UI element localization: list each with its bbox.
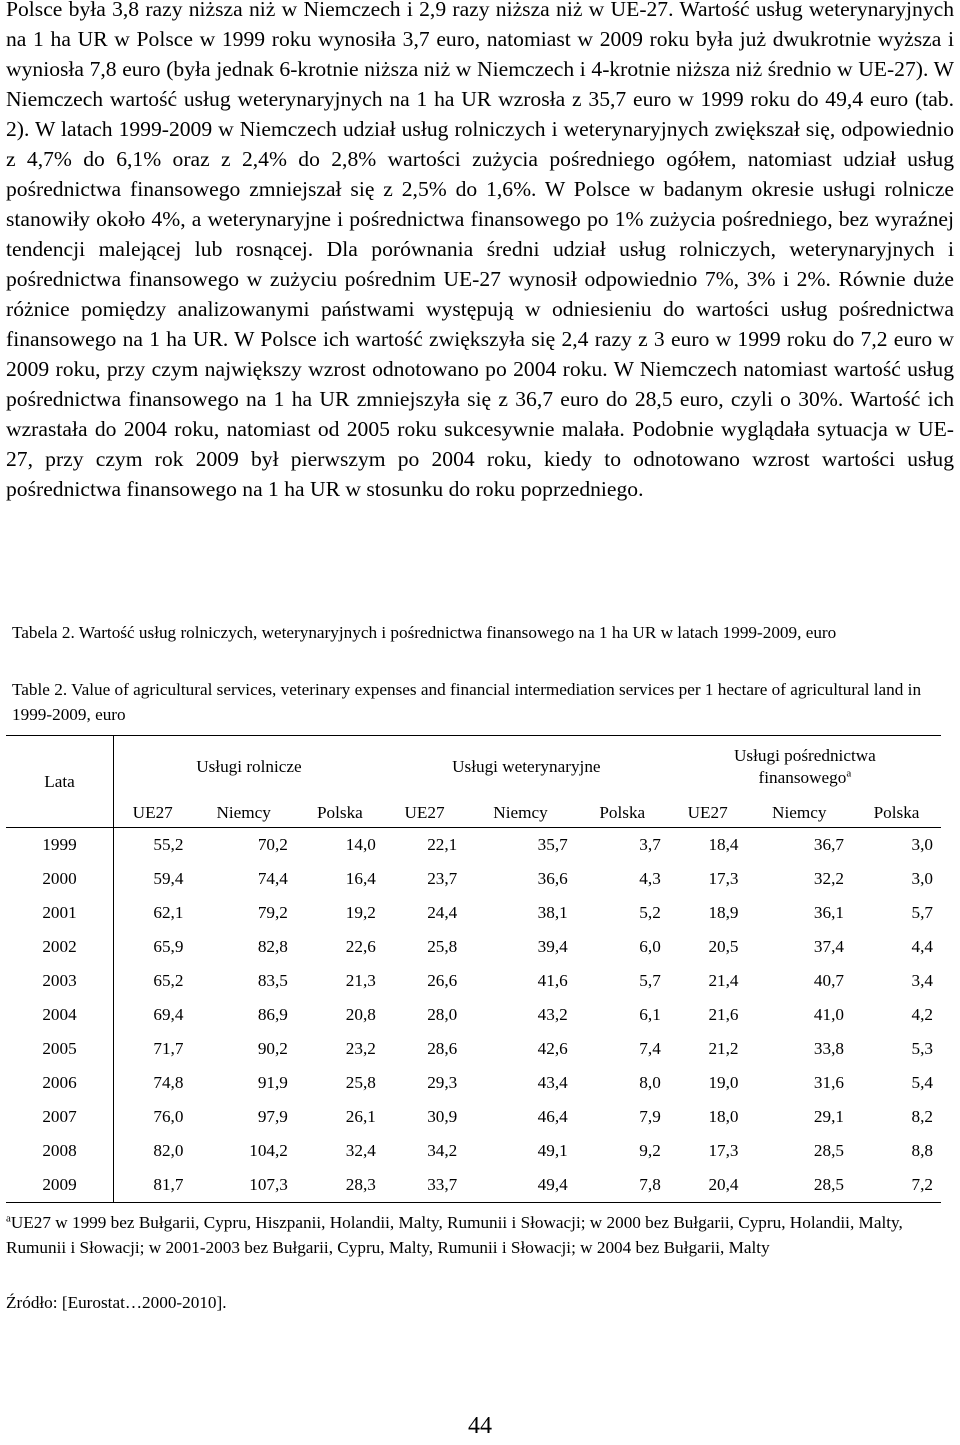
- value-cell: 18,0: [708, 1107, 739, 1127]
- table-row: [6, 1032, 941, 1066]
- subheader-cell: Polska: [296, 798, 384, 828]
- subheader-cell: Niemcy: [747, 798, 852, 828]
- source-note: Źródło: [Eurostat…2000-2010].: [6, 1293, 227, 1312]
- value-cell: 36,7: [813, 834, 844, 854]
- value-cell: 5,3: [911, 1039, 933, 1059]
- value-cell: 39,4: [537, 936, 568, 956]
- value-cell: 7,8: [576, 1168, 669, 1202]
- value-cell: 7,9: [639, 1107, 661, 1127]
- value-cell: 33,7: [384, 1168, 465, 1202]
- value-cell: 90,2: [257, 1039, 288, 1059]
- data-table: [6, 735, 941, 1203]
- value-cell: 42,6: [537, 1039, 568, 1059]
- value-cell: 62,1: [153, 902, 184, 922]
- value-cell: 28,0: [427, 1005, 458, 1025]
- value-cell: 4,3: [639, 868, 661, 888]
- value-cell: 76,0: [153, 1107, 184, 1127]
- value-cell: 16,4: [345, 868, 376, 888]
- value-cell: 82,0: [153, 1141, 184, 1161]
- table-row: [6, 1100, 941, 1134]
- value-cell: 29,3: [427, 1073, 458, 1093]
- value-cell: 43,4: [537, 1073, 568, 1093]
- value-cell: 41,6: [537, 970, 568, 990]
- value-cell: 35,7: [537, 834, 568, 854]
- value-cell: 21,2: [708, 1039, 739, 1059]
- value-cell: 28,5: [747, 1168, 852, 1202]
- table-caption-english: Table 2. Value of agricultural services, veterinary expenses and financial intermediation services per 1 hectare of agricultural land in 1999-2009, euro: [12, 680, 922, 724]
- value-cell: 17,3: [708, 868, 739, 888]
- value-cell: 43,2: [537, 1005, 568, 1025]
- year-cell: 2002: [6, 930, 114, 964]
- value-cell: 32,4: [345, 1141, 376, 1161]
- value-cell: 19,2: [345, 902, 376, 922]
- subheader-cell: Polska: [852, 798, 941, 828]
- value-cell: 25,8: [427, 936, 458, 956]
- value-cell: 49,1: [537, 1141, 568, 1161]
- value-cell: 25,8: [345, 1073, 376, 1093]
- table-row: [6, 1168, 941, 1202]
- value-cell: 34,2: [427, 1141, 458, 1161]
- value-cell: 69,4: [153, 1005, 184, 1025]
- value-cell: 26,1: [345, 1107, 376, 1127]
- table-row: [6, 828, 941, 862]
- body-text: [6, 0, 954, 504]
- value-cell: 18,4: [708, 834, 739, 854]
- value-cell: 19,0: [708, 1073, 739, 1093]
- value-cell: 33,8: [813, 1039, 844, 1059]
- value-cell: 31,6: [813, 1073, 844, 1093]
- value-cell: 28,5: [813, 1141, 844, 1161]
- page-number: 44: [468, 1413, 492, 1439]
- group-header-financial-line2: finansowego: [758, 768, 847, 787]
- footnote-text: UE27 w 1999 bez Bułgarii, Cypru, Hiszpanii, Holandii, Malty, Rumunii i Słowacji; w 2000 bez Bułgarii, Cypru, Holandii, Malty, Rumunii i Słowacji; w 2001-2003 bez Bułgarii, Cypru, Malty, Rumunii i Słowacji; w 2004 bez Bułgarii, Malty: [6, 1213, 903, 1257]
- value-cell: 5,7: [911, 902, 933, 922]
- year-cell: 2008: [6, 1134, 114, 1168]
- value-cell: 8,0: [639, 1073, 661, 1093]
- value-cell: 20,4: [669, 1168, 747, 1202]
- subheader-cell: UE27: [384, 798, 465, 828]
- value-cell: 55,2: [153, 834, 184, 854]
- subheader-cell: Niemcy: [191, 798, 295, 828]
- group-header-agricultural: Usługi rolnicze: [114, 736, 384, 799]
- footnote-mark: a: [6, 1212, 11, 1225]
- value-cell: 20,8: [345, 1005, 376, 1025]
- subheader-cell: Polska: [576, 798, 669, 828]
- value-cell: 70,2: [257, 834, 288, 854]
- value-cell: 18,9: [708, 902, 739, 922]
- value-cell: 97,9: [257, 1107, 288, 1127]
- value-cell: 5,2: [639, 902, 661, 922]
- value-cell: 21,4: [708, 970, 739, 990]
- year-cell: 2007: [6, 1100, 114, 1134]
- value-cell: 22,1: [427, 834, 458, 854]
- group-header-financial: [669, 736, 941, 799]
- value-cell: 65,2: [153, 970, 184, 990]
- value-cell: 23,2: [345, 1039, 376, 1059]
- value-cell: 30,9: [427, 1107, 458, 1127]
- value-cell: 37,4: [813, 936, 844, 956]
- value-cell: 21,6: [708, 1005, 739, 1025]
- table-footnote: [6, 1210, 954, 1260]
- value-cell: 5,7: [639, 970, 661, 990]
- value-cell: 74,8: [153, 1073, 184, 1093]
- value-cell: 3,0: [911, 868, 933, 888]
- value-cell: 82,8: [257, 936, 288, 956]
- value-cell: 71,7: [153, 1039, 184, 1059]
- value-cell: 28,6: [427, 1039, 458, 1059]
- table-row: [6, 1066, 941, 1100]
- year-cell: 2000: [6, 862, 114, 896]
- value-cell: 24,4: [427, 902, 458, 922]
- group-header-financial-line1: Usługi pośrednictwa: [734, 746, 876, 765]
- value-cell: 5,4: [911, 1073, 933, 1093]
- value-cell: 83,5: [257, 970, 288, 990]
- value-cell: 79,2: [257, 902, 288, 922]
- value-cell: 36,6: [537, 868, 568, 888]
- value-cell: 46,4: [537, 1107, 568, 1127]
- value-cell: 9,2: [639, 1141, 661, 1161]
- value-cell: 6,0: [639, 936, 661, 956]
- value-cell: 59,4: [153, 868, 184, 888]
- subheader-cell: UE27: [669, 798, 747, 828]
- year-cell: 2001: [6, 896, 114, 930]
- value-cell: 81,7: [114, 1168, 192, 1202]
- value-cell: 65,9: [153, 936, 184, 956]
- year-column-header: Lata: [6, 736, 114, 828]
- value-cell: 3,0: [911, 834, 933, 854]
- year-cell: 2009: [6, 1168, 114, 1202]
- value-cell: 7,2: [852, 1168, 941, 1202]
- year-cell: 2005: [6, 1032, 114, 1066]
- value-cell: 8,2: [911, 1107, 933, 1127]
- year-cell: 2004: [6, 998, 114, 1032]
- year-cell: 2003: [6, 964, 114, 998]
- value-cell: 74,4: [257, 868, 288, 888]
- table-caption-polish: Tabela 2. Wartość usług rolniczych, weterynaryjnych i pośrednictwa finansowego na 1 ha UR w latach 1999-2009, euro: [12, 623, 837, 642]
- year-cell: 1999: [6, 828, 114, 862]
- group-header-footnote-mark: a: [846, 767, 852, 780]
- value-cell: 49,4: [465, 1168, 575, 1202]
- value-cell: 3,7: [639, 834, 661, 854]
- value-cell: 41,0: [813, 1005, 844, 1025]
- value-cell: 23,7: [427, 868, 458, 888]
- subheader-cell: UE27: [114, 798, 192, 828]
- table-row: [6, 862, 941, 896]
- value-cell: 36,1: [813, 902, 844, 922]
- value-cell: 14,0: [345, 834, 376, 854]
- subheader-cell: Niemcy: [465, 798, 575, 828]
- body-paragraph: Polsce była 3,8 razy niższa niż w Niemczech i 2,9 razy niższa niż w UE-27. Wartość usług weterynaryjnych na 1 ha UR w Polsce w 1999 roku wynosiła 3,7 euro, natomiast w 2009 roku była już dwukrotnie wyższa i wyniosła 7,8 euro (była jednak 6-krotnie niższa niż w Niemczech i 4-krotnie niższa niż średnio w UE-27). W Niemczech wartość usług weterynaryjnych na 1 ha UR wzrosła z 35,7 euro w 1999 roku do 49,4 euro (tab. 2). W latach 1999-2009 w Niemczech udział usług rolniczych i weterynaryjnych zwiększał się, odpowiednio z 4,7% do 6,1% oraz z 2,4% do 2,8% wartości zużycia pośredniego ogółem, natomiast udział usług pośrednictwa finansowego zmniejszał się z 2,5% do 1,6%. W Polsce w badanym okresie usługi rolnicze stanowiły około 4%, a weterynaryjne i pośrednictwa finansowego po 1% zużycia pośredniego, bez wyraźnej tendencji malejącej lub rosnącej. Dla porównania średni udział usług rolniczych, weterynaryjnych i pośrednictwa finansowego w zużyciu pośrednim UE-27 wynosił odpowiednio 7%, 3% i 2%. Równie duże różnice pomiędzy analizowanymi państwami występują w odniesieniu do wartości usług pośrednictwa finansowego na 1 ha UR. W Polsce ich wartość zwiększyła się 2,4 razy z 3 euro w 1999 roku do 7,2 euro w 2009 roku, przy czym największy wzrost odnotowano po 2004 roku. W Niemczech natomiast wartość usług pośrednictwa finansowego na 1 ha UR zmniejszyła się z 36,7 euro do 28,5 euro, czyli o 30%. Wartość ich wzrastała do 2004 roku, natomiast od 2005 roku sukcesywnie malała. Podobnie wyglądała sytuacja w UE-27, przy czym rok 2009 był pierwszym po 2004 roku, kiedy to odnotowano wzrost wartości usług pośrednictwa finansowego na 1 ha UR w stosunku do roku poprzedniego.: [6, 0, 954, 501]
- value-cell: 20,5: [708, 936, 739, 956]
- table-row: [6, 896, 941, 930]
- table-group-header-row: [6, 736, 941, 799]
- value-cell: 32,2: [813, 868, 844, 888]
- value-cell: 28,3: [296, 1168, 384, 1202]
- value-cell: 4,4: [911, 936, 933, 956]
- value-cell: 6,1: [639, 1005, 661, 1025]
- value-cell: 17,3: [708, 1141, 739, 1161]
- value-cell: 7,4: [639, 1039, 661, 1059]
- table-body: [6, 828, 941, 1203]
- table-row: [6, 930, 941, 964]
- year-cell: 2006: [6, 1066, 114, 1100]
- table-row: [6, 998, 941, 1032]
- value-cell: 4,2: [911, 1005, 933, 1025]
- group-header-veterinary: Usługi weterynaryjne: [384, 736, 669, 799]
- value-cell: 40,7: [813, 970, 844, 990]
- value-cell: 26,6: [427, 970, 458, 990]
- value-cell: 38,1: [537, 902, 568, 922]
- value-cell: 104,2: [249, 1141, 288, 1161]
- value-cell: 91,9: [257, 1073, 288, 1093]
- table-row: [6, 964, 941, 998]
- value-cell: 22,6: [345, 936, 376, 956]
- table-row: [6, 1134, 941, 1168]
- value-cell: 86,9: [257, 1005, 288, 1025]
- value-cell: 8,8: [911, 1141, 933, 1161]
- value-cell: 3,4: [911, 970, 933, 990]
- value-cell: 29,1: [813, 1107, 844, 1127]
- table-subheader-row: [6, 798, 941, 828]
- value-cell: 107,3: [191, 1168, 295, 1202]
- value-cell: 21,3: [345, 970, 376, 990]
